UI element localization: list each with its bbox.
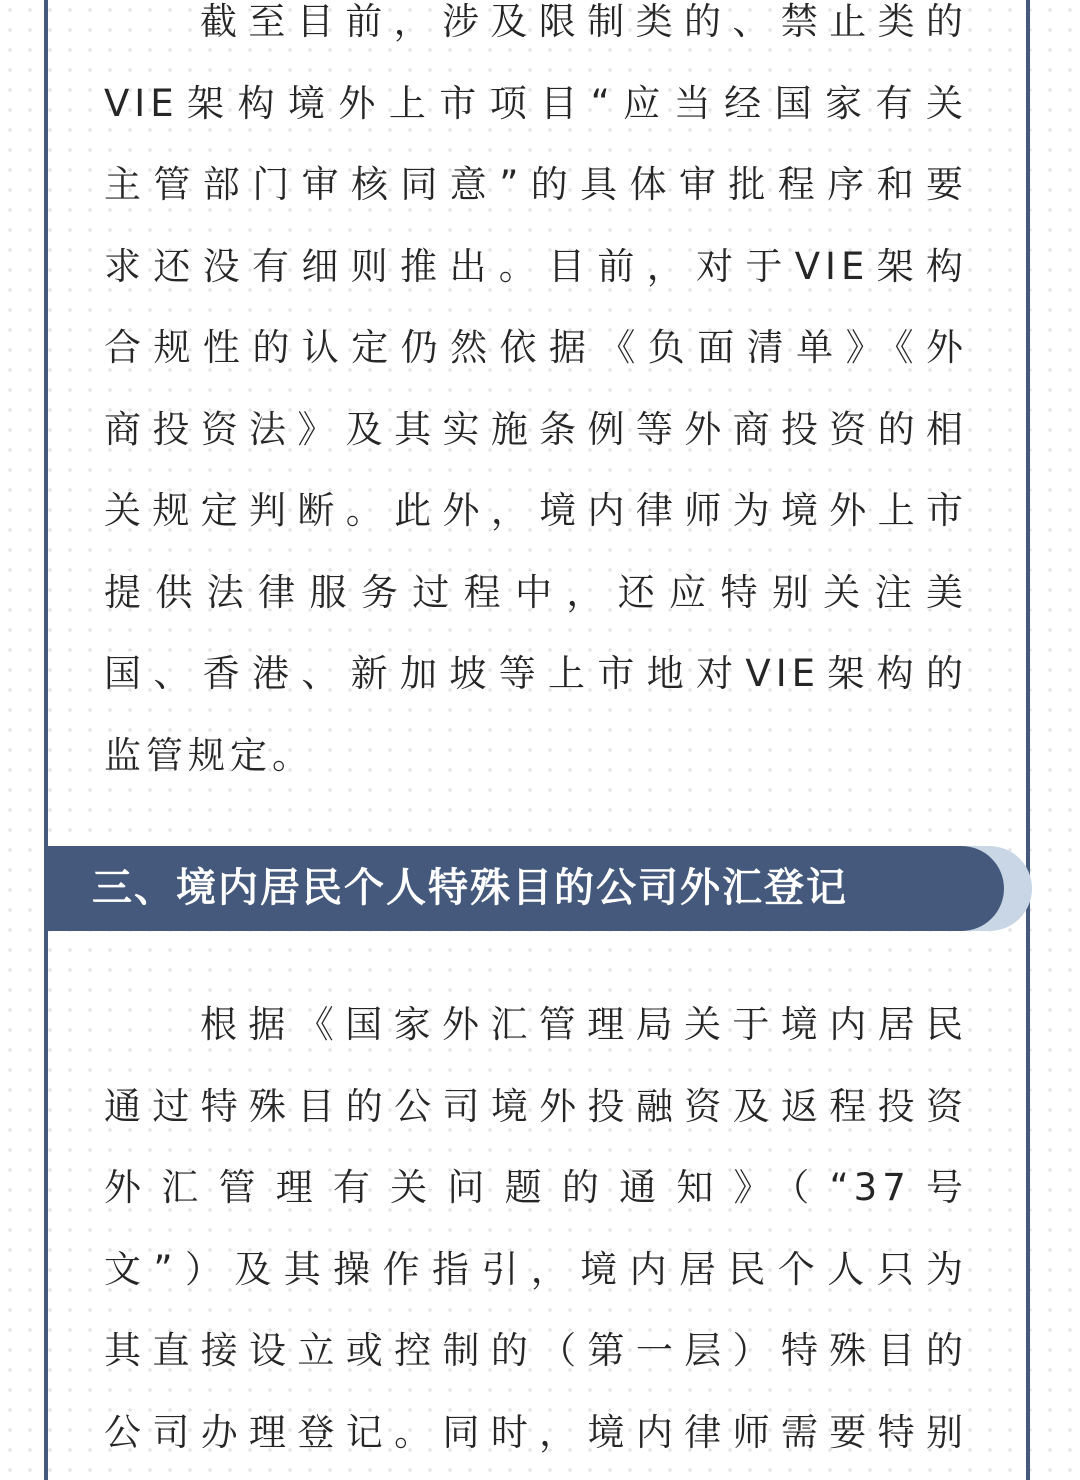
text-line: 提供法律服务过程中，还应特别关注美 — [104, 570, 968, 614]
section-title: 三、境内居民个人特殊目的公司外汇登记 — [92, 865, 848, 911]
text-line: 截至目前，涉及限制类的、禁止类的 — [200, 0, 968, 43]
text-line: 根据《国家外汇管理局关于境内居民 — [200, 1003, 968, 1046]
text-line: 外汇管理有关问题的通知》（“37号 — [104, 1166, 968, 1209]
text-line: VIE架构境外上市项目“应当经国家有关 — [104, 81, 968, 125]
text-line: 其直接设立或控制的（第一层）特殊目的 — [104, 1329, 968, 1372]
text-line: 监管规定。 — [104, 733, 314, 777]
text-line: 公司办理登记。同时，境内律师需要特别 — [104, 1410, 968, 1454]
text-line: 文”）及其操作指引，境内居民个人只为 — [104, 1247, 968, 1291]
text-line: 合规性的认定仍然依据《负面清单》《外 — [104, 326, 968, 369]
text-line: 国、香港、新加坡等上市地对VIE架构的 — [104, 652, 968, 695]
text-line: 商投资法》及其实施条例等外商投资的相 — [104, 407, 968, 451]
text-line: 通过特殊目的公司境外投融资及返程投资 — [104, 1084, 968, 1128]
paragraph-safe-registration — [104, 984, 968, 1473]
text-line: 求还没有细则推出。目前，对于VIE架构 — [104, 244, 968, 288]
text-line: 主管部门审核同意”的具体审批程序和要 — [104, 163, 968, 206]
section-heading-banner — [48, 846, 1004, 931]
paragraph-vie-regulation — [104, 0, 968, 796]
text-line: 关规定判断。此外，境内律师为境外上市 — [104, 489, 968, 532]
